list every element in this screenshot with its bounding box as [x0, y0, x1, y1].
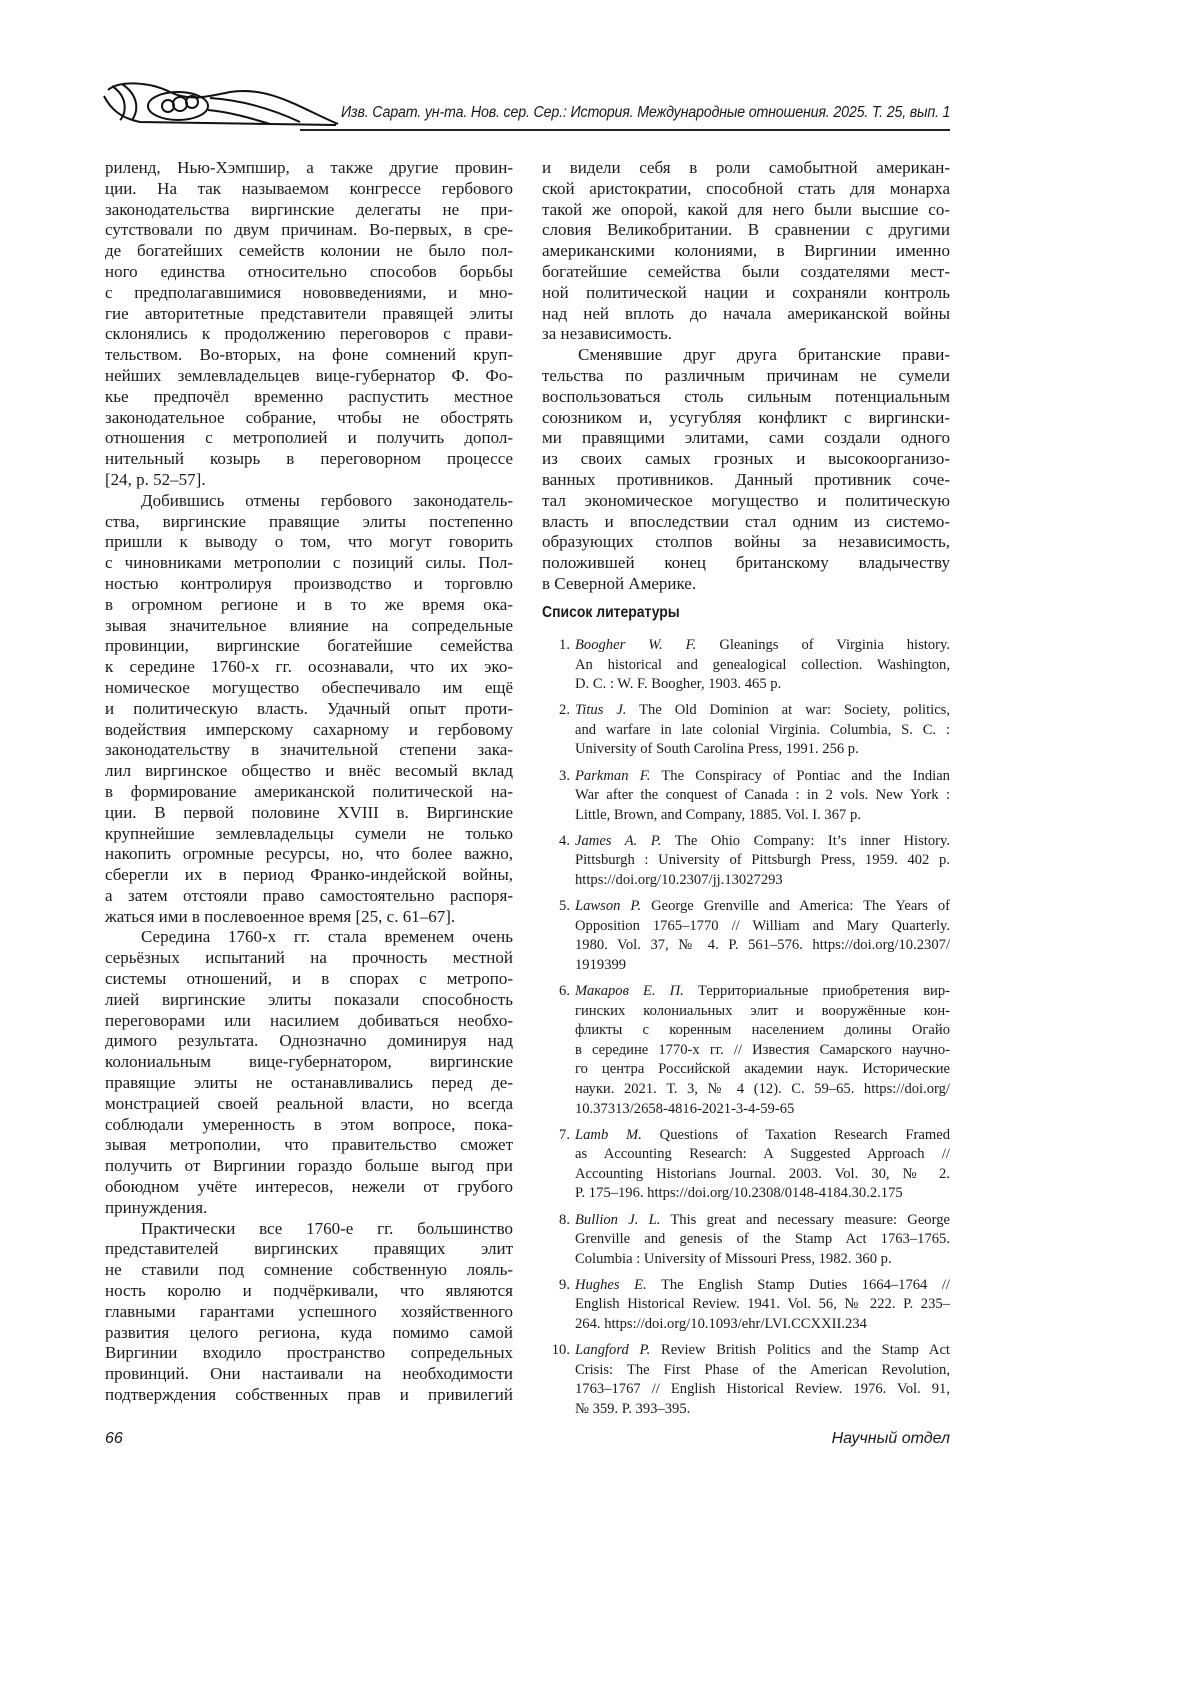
reference-item [542, 1211, 950, 1270]
reference-line [575, 636, 950, 656]
text-line: крупнейшие землевладельцы сумели не только [105, 824, 513, 845]
paragraph [105, 1219, 513, 1406]
reference-line: An historical and genealogical collection. Washington, [575, 656, 950, 676]
reference-line [575, 1341, 950, 1361]
reference-line: № 359. P. 393–395. [575, 1400, 950, 1420]
reference-line: 1763–1767 // English Historical Review. 1976. Vol. 91, [575, 1380, 950, 1400]
reference-line: University of South Carolina Press, 1991. 256 p. [575, 740, 950, 760]
text-line: словия Великобритании. В сравнении с другими [542, 220, 950, 241]
reference-number: 6. [542, 982, 570, 1002]
text-line: подтверждения собственных прав и привилегий [105, 1385, 513, 1406]
text-line: риленд, Нью-Хэмпшир, а также другие провин- [105, 158, 513, 179]
reference-text: Gleanings of Virginia history. [719, 637, 950, 653]
reference-author: Lawson P. [575, 898, 641, 914]
text-line: за независимость. [542, 324, 950, 345]
text-line: ции. На так называемом конгрессе гербового [105, 179, 513, 200]
reference-item [542, 701, 950, 760]
text-line: получить от Виргинии гораздо больше выгод при [105, 1156, 513, 1177]
text-line: системы отношений, и в спорах с метропо- [105, 969, 513, 990]
text-line: гие авторитетные представители правящей элиты [105, 304, 513, 325]
text-line: законодательное собрание, чтобы не обострять [105, 408, 513, 429]
paragraph [105, 927, 513, 1218]
reference-number: 3. [542, 767, 570, 787]
reference-line: фликты с коренным населением долины Огайо [575, 1021, 950, 1041]
text-line: законодательства виргинские делегаты не при- [105, 200, 513, 221]
text-line: не ставили под сомнение собственную лояль- [105, 1260, 513, 1281]
reference-line: as Accounting Research: A Suggested Approach // [575, 1145, 950, 1165]
reference-item [542, 1341, 950, 1419]
text-line: ства, виргинские правящие элиты постепенно [105, 512, 513, 533]
reference-text: The Old Dominion at war: Society, politics, [639, 702, 950, 718]
reference-line: в середине 1770-х гг. // Известия Самарского научно- [575, 1041, 950, 1061]
text-line: димого результата. Однозначно доминируя над [105, 1031, 513, 1052]
reference-number: 7. [542, 1126, 570, 1146]
text-line: склонялись к продолжению переговоров с прави- [105, 324, 513, 345]
text-line: ного единства относительно способов борьбы [105, 262, 513, 283]
reference-line: го центра Российской академии наук. Исторические [575, 1060, 950, 1080]
reference-line: 1980. Vol. 37, № 4. P. 561–576. https://doi.org/10.2307/ [575, 936, 950, 956]
text-line: зывая значительное влияние на сопредельные [105, 616, 513, 637]
text-line: ванных противников. Данный противник соче- [542, 470, 950, 491]
reference-line [575, 832, 950, 852]
text-line: союзником и, усугубляя конфликт с виргински- [542, 408, 950, 429]
reference-item [542, 767, 950, 826]
reference-line: Columbia : University of Missouri Press, 1982. 360 p. [575, 1250, 950, 1270]
reference-number: 2. [542, 701, 570, 721]
text-line: сберегли их в период Франко-индейской войны, [105, 865, 513, 886]
reference-item [542, 1276, 950, 1335]
text-line: образующих столпов войны за независимость, [542, 532, 950, 553]
references-heading: Список литературы [542, 604, 680, 622]
text-line: Добившись отмены гербового законодатель- [105, 491, 513, 512]
reference-line: 264. https://doi.org/10.1093/ehr/LVI.CCXXII.234 [575, 1315, 950, 1335]
reference-line: гинских колониальных элит и вооружённые кон- [575, 1002, 950, 1022]
reference-text: The Ohio Company: It’s inner History. [675, 833, 950, 849]
text-line: тельства по различным причинам не сумели [542, 366, 950, 387]
reference-author: Boogher W. F. [575, 637, 696, 653]
reference-line [575, 1211, 950, 1231]
text-line: переговорами или насилием добиваться необхо- [105, 1011, 513, 1032]
text-line: ции. В первой половине XVIII в. Виргинские [105, 803, 513, 824]
reference-line: Pittsburgh : University of Pittsburgh Press, 1959. 402 p. [575, 851, 950, 871]
text-line: обоюдном учёте интересов, нежели от грубого [105, 1177, 513, 1198]
reference-number: 9. [542, 1276, 570, 1296]
reference-text: George Grenville and America: The Years of [651, 898, 950, 914]
text-line: Практически все 1760-е гг. большинство [105, 1219, 513, 1240]
reference-number: 1. [542, 636, 570, 656]
reference-author: Макаров Е. П. [575, 983, 684, 999]
text-line: с предполагавшимися нововведениями, и мно- [105, 283, 513, 304]
reference-line: https://doi.org/10.2307/jj.13027293 [575, 871, 950, 891]
reference-line [575, 897, 950, 917]
reference-number: 8. [542, 1211, 570, 1231]
reference-author: Langford P. [575, 1342, 650, 1358]
reference-text: Территориальные приобретения вир- [698, 983, 950, 999]
page-number: 66 [105, 1430, 123, 1448]
text-line: из своих самых грозных и высокоорганизо- [542, 449, 950, 470]
text-line: монстрацией своей реальной власти, но всегда [105, 1094, 513, 1115]
text-line: нейших землевладельцев вице-губернатор Ф. Фо- [105, 366, 513, 387]
text-line: де богатейших семейств колонии не было пол- [105, 241, 513, 262]
text-line: ми правящими элитами, сами создали одного [542, 428, 950, 449]
reference-line: Opposition 1765–1770 // William and Mary Quarterly. [575, 917, 950, 937]
reference-line: War after the conquest of Canada : in 2 vols. New York : [575, 786, 950, 806]
text-line: жаться ими в послевоенное время [25, с. 61–67]. [105, 907, 513, 928]
reference-line: and warfare in late colonial Virginia. Columbia, S. C. : [575, 721, 950, 741]
text-line: богатейшие семейства были создателями мест- [542, 262, 950, 283]
text-line: в формирование американской политической на- [105, 782, 513, 803]
text-line: Середина 1760-х гг. стала временем очень [105, 927, 513, 948]
reference-line: 1919399 [575, 956, 950, 976]
text-line: соблюдали умеренность в этом вопросе, пока- [105, 1115, 513, 1136]
text-line: провинций. Они настаивали на необходимости [105, 1364, 513, 1385]
text-line: в огромном регионе и в то же время ока- [105, 595, 513, 616]
reference-item [542, 832, 950, 891]
reference-line: English Historical Review. 1941. Vol. 56, № 222. P. 235– [575, 1295, 950, 1315]
text-line: американскими колониями, в Виргинии именно [542, 241, 950, 262]
text-line: пришли к выводу о том, что могут говорить [105, 532, 513, 553]
text-line: ность королю и подчёркивали, что являются [105, 1281, 513, 1302]
text-line: серьёзных испытаний на прочность местной [105, 948, 513, 969]
text-line: над ней вплоть до начала американской войны [542, 304, 950, 325]
paragraph [542, 158, 950, 345]
reference-text: Questions of Taxation Research Framed [660, 1127, 950, 1143]
text-line: к середине 1760-х гг. осознавали, что их эко- [105, 657, 513, 678]
text-line: принуждения. [105, 1198, 513, 1219]
text-line: кье предпочёл временно распустить местное [105, 387, 513, 408]
header-rule [300, 129, 950, 131]
references-list [542, 636, 950, 1426]
reference-line: Grenville and genesis of the Stamp Act 1763–1765. [575, 1230, 950, 1250]
reference-line [575, 982, 950, 1002]
text-line: правящие элиты не останавливались перед де- [105, 1073, 513, 1094]
reference-line: D. C. : W. F. Boogher, 1903. 465 p. [575, 675, 950, 695]
text-line: водействия имперскому сахарному и гербовому [105, 720, 513, 741]
reference-line: Little, Brown, and Company, 1885. Vol. I. 367 p. [575, 806, 950, 826]
reference-author: Bullion J. L. [575, 1212, 660, 1228]
reference-line [575, 1276, 950, 1296]
text-line: представителей виргинских правящих элит [105, 1239, 513, 1260]
text-line: и видели себя в роли самобытной американ- [542, 158, 950, 179]
reference-author: Titus J. [575, 702, 626, 718]
section-name: Научный отдел [832, 1430, 950, 1448]
text-line: тал экономическое могущество и политическую [542, 491, 950, 512]
journal-citation: Изв. Сарат. ун-та. Нов. сер. Сер.: История. Международные отношения. 2025. Т. 25, вып. 1 [341, 104, 950, 122]
reference-author: James A. P. [575, 833, 661, 849]
text-line: и политическую власть. Удачный опыт проти- [105, 699, 513, 720]
text-line: лил виргинское общество и внёс весомый вклад [105, 761, 513, 782]
text-line: сутствовали по двум причинам. Во-первых, в сре- [105, 220, 513, 241]
text-line: нительный козырь в переговорном процессе [105, 449, 513, 470]
reference-text: This great and necessary measure: George [670, 1212, 950, 1228]
reference-number: 4. [542, 832, 570, 852]
reference-number: 5. [542, 897, 570, 917]
text-line: главными гарантами успешного хозяйственного [105, 1302, 513, 1323]
text-line: положившей конец британскому владычеству [542, 553, 950, 574]
reference-line: 10.37313/2658-4816-2021-3-4-59-65 [575, 1100, 950, 1120]
text-line: в Северной Америке. [542, 574, 950, 595]
paragraph [105, 491, 513, 928]
text-line: Виргинии входило пространство сопредельных [105, 1343, 513, 1364]
text-line: ской аристократии, способной стать для монарха [542, 179, 950, 200]
reference-item [542, 1126, 950, 1204]
journal-ornament-logo [100, 78, 340, 126]
reference-author: Lamb M. [575, 1127, 642, 1143]
text-line: такой же опорой, какой для него были высшие со- [542, 200, 950, 221]
text-line: развития целого региона, куда помимо самой [105, 1323, 513, 1344]
reference-author: Parkman F. [575, 768, 650, 784]
text-line: накопить огромные ресурсы, но, что более важно, [105, 844, 513, 865]
text-line: а затем отстояли право самостоятельно распоря- [105, 886, 513, 907]
right-column [542, 158, 950, 595]
text-line: ностью контролируя производство и торговлю [105, 574, 513, 595]
text-line: ной политической нации и сохраняли контроль [542, 283, 950, 304]
text-line: зывая метрополии, что правительство сможет [105, 1135, 513, 1156]
reference-author: Hughes E. [575, 1277, 647, 1293]
reference-item [542, 982, 950, 1119]
reference-text: Review British Politics and the Stamp Act [661, 1342, 950, 1358]
paragraph [542, 345, 950, 595]
text-line: отношения с метрополией и получить допол- [105, 428, 513, 449]
text-line: номическое могущество обеспечивало им ещё [105, 678, 513, 699]
text-line: с чиновниками метрополии с позиций силы. Пол- [105, 553, 513, 574]
text-line: тельством. Во-вторых, на фоне сомнений круп- [105, 345, 513, 366]
reference-number: 10. [542, 1341, 570, 1361]
reference-line [575, 767, 950, 787]
reference-line [575, 701, 950, 721]
reference-text: The English Stamp Duties 1664–1764 // [661, 1277, 950, 1293]
text-line: законодательству в значительной степени зака- [105, 740, 513, 761]
text-line: колониальным вице-губернатором, виргинские [105, 1052, 513, 1073]
text-line: лией виргинские элиты показали способность [105, 990, 513, 1011]
reference-text: The Conspiracy of Pontiac and the Indian [661, 768, 950, 784]
reference-line: науки. 2021. Т. 3, № 4 (12). С. 59–65. https://doi.org/ [575, 1080, 950, 1100]
reference-item [542, 897, 950, 975]
reference-item [542, 636, 950, 695]
text-line: воспользоваться столь сильным потенциальным [542, 387, 950, 408]
text-line: [24, p. 52–57]. [105, 470, 513, 491]
left-column [105, 158, 513, 1406]
paragraph [105, 158, 513, 491]
reference-line: Accounting Historians Journal. 2003. Vol. 30, № 2. [575, 1165, 950, 1185]
text-line: власть и впоследствии стал одним из системо- [542, 512, 950, 533]
reference-line: P. 175–196. https://doi.org/10.2308/0148-4184.30.2.175 [575, 1184, 950, 1204]
reference-line: Crisis: The First Phase of the American Revolution, [575, 1361, 950, 1381]
text-line: провинции, виргинские богатейшие семейства [105, 636, 513, 657]
reference-line [575, 1126, 950, 1146]
text-line: Сменявшие друг друга британские прави- [542, 345, 950, 366]
